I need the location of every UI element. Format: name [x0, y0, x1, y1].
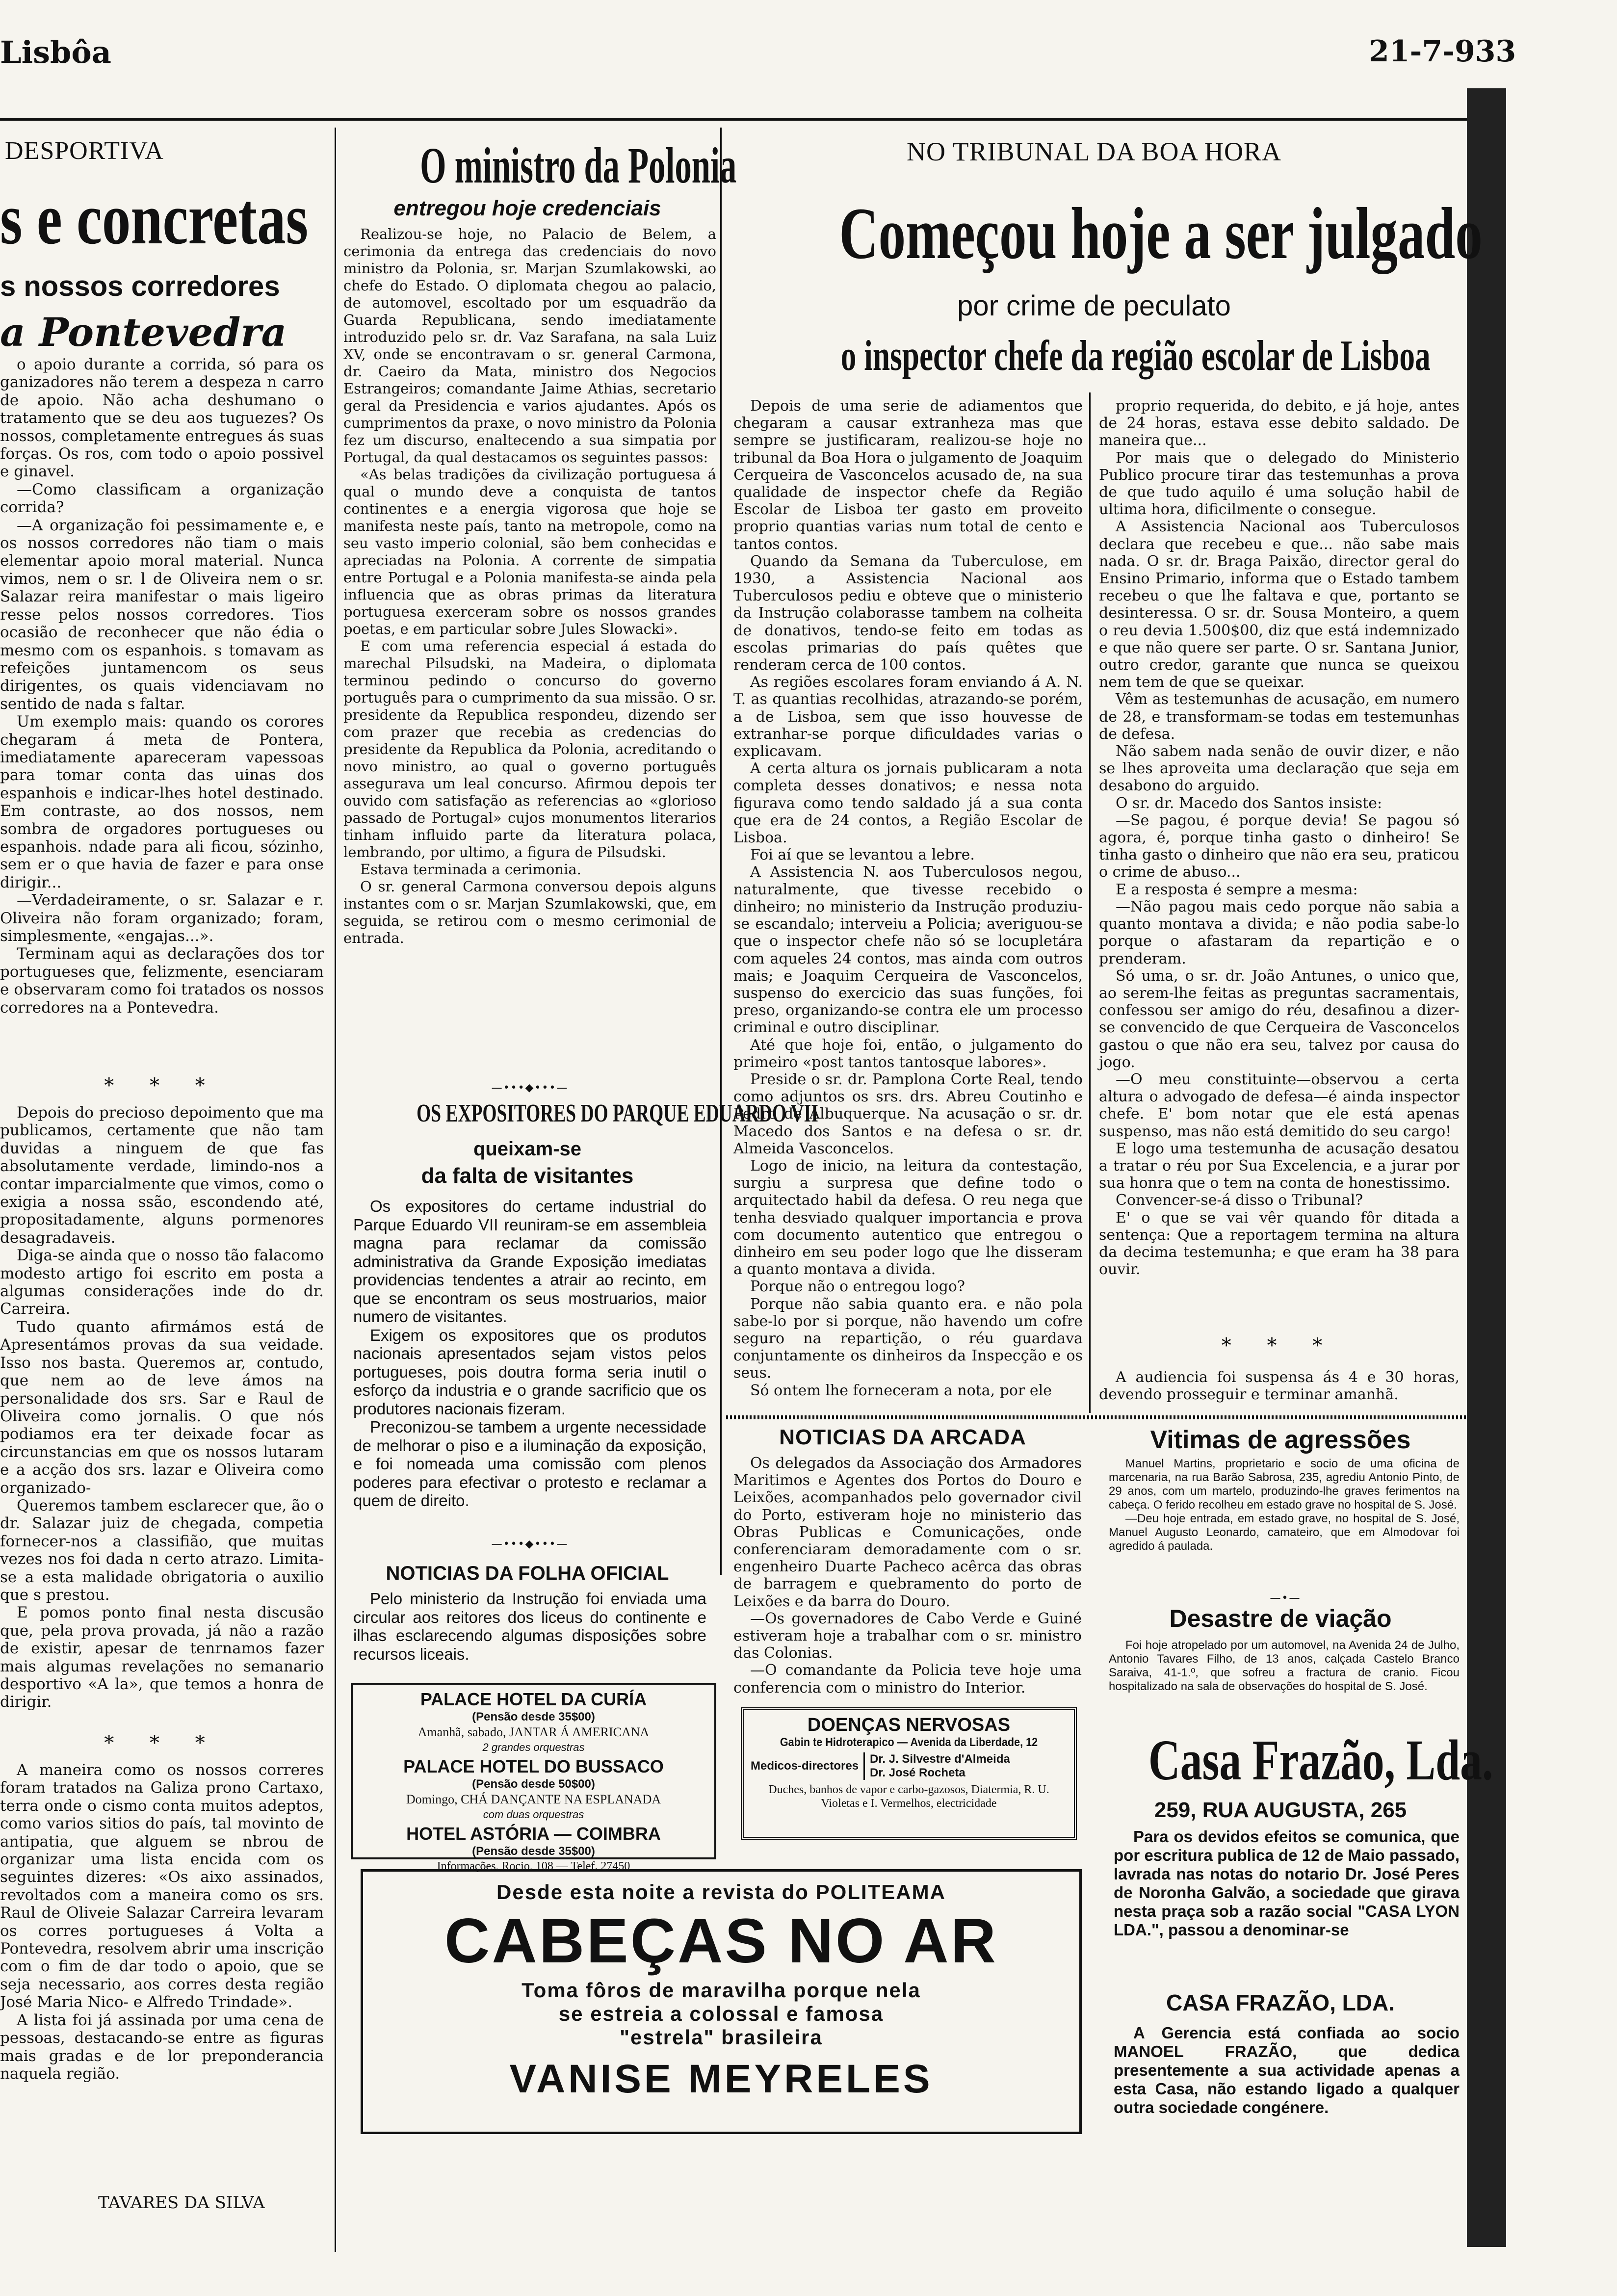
paragraph: Um exemplo mais: quando os corores chegaram á meta de Pontera, imediatamente apareceram vapessoas para tomar conta das uinas dos espanhois e indicar-lhes hotel destinado. Em contraste, ao dos nossos, nem sombra de orgadores portugueses ou espanhois. ndade para ali ficou, sózinho, sem er o que havia de fazer e para onse dirigir...: [0, 713, 324, 891]
col2-story2-subhead: queixam-se: [473, 1138, 582, 1160]
paragraph: Foi aí que se levantou a lebre.: [750, 846, 975, 864]
doencas-ad: [741, 1707, 1077, 1840]
main-col-b: [1099, 397, 1460, 1325]
col2-story2-headline: [339, 1099, 818, 1128]
paragraph: Convencer-se-á disso o Tribunal?: [1116, 1192, 1363, 1209]
hotel-event: Domingo, CHÁ DANÇANTE NA ESPLANADA: [406, 1792, 661, 1806]
col1-stars: * * *: [104, 1074, 220, 1097]
frazao-body2: A Gerencia está confiada ao socio MANOEL FRAZÃO, que dedica presentemente a sua actividade apenas a esta Casa, não estando ligado a qualquer outra sociedade congénere.: [1114, 2024, 1460, 2116]
frazao-name2: CASA FRAZÃO, LDA.: [1166, 1990, 1395, 2015]
hotel-name: PALACE HOTEL DO BUSSACO: [403, 1756, 664, 1776]
paragraph: Manuel Martins, proprietario e socio de uma oficina de marcenaria, na rua Barão Sabrosa, 235, agrediu Antonio Pinto, de 29 anos, com um martelo, produzindo-lhe graves ferimentos na cabeça. O ferido recolheu em estado grave no hospital de S. José.: [1109, 1457, 1460, 1512]
paragraph: E logo uma testemunha de acusação desatou a tratar o réu por Sua Excelencia, e a jurar por sua honra que o tem na conta de honestissimo.: [1099, 1140, 1460, 1192]
vitimas-body: [1109, 1457, 1460, 1594]
hotel-price: (Pensão desde 50$00): [472, 1777, 595, 1791]
main-subhead: por crime de peculato: [957, 290, 1231, 322]
col1-body: [0, 356, 324, 1072]
paragraph: Só ontem lhe forneceram a nota, por ele: [750, 1382, 1052, 1399]
politeama-line4: "estrela" brasileira: [620, 2026, 823, 2049]
paragraph: Só uma, o sr. dr. João Antunes, o unico que, ao serem-lhe feitas as preguntas sacramentais, confessou ser amigo do réu, desafinou a dizer-se convencido de que Cerqueira de Vasconcelos gastou o que não era seu, talvez por causa do jogo.: [1099, 967, 1460, 1071]
paragraph: Por mais que o delegado do Ministerio Publico procure tirar das testemunhas a prova de que tudo aquilo é uma solução habil de ultima hora, dificilmente o consegue.: [1099, 449, 1460, 519]
edge-strip: [1467, 88, 1506, 2247]
paragraph: A Assistencia N. aos Tuberculosos negou, naturalmente, que tivesse recebido o dinheiro; no ministerio da Instrução produziu-se escandalo; interveiu a Policia; averiguou-se que o inspector chefe não só se locupletára com aqueles 24 contos, mas ainda com outros mais; e Joaquim Cerqueira de Vasconcelos, suspenso do exercicio das suas funções, foi preso, organizando-se contra ele um processo criminal e outro disciplinar.: [733, 863, 1083, 1037]
paragraph: Porque não sabia quanto era. e não pola sabe-lo por si porque, não havendo um cofre seguro na repartição, o réu guardava conjuntamente os dinheiros da Inspecção e os seus.: [733, 1295, 1083, 1382]
paragraph: Vêm as testemunhas de acusação, em numero de 28, e transformam-se todas em testemunhas de defesa.: [1099, 691, 1460, 743]
paragraph: «As belas tradições da civilização portuguesa á qual o mundo deve a conquista de tantos continentes e a energia vigorosa que hoje se manifesta neste país, tanto na metropole, como na seu vasto imperio colonial, são bem conhecidas e apreciadas na Polonia. A corrente de simpatia entre Portugal e a Polonia manifesta-se ainda pela influencia que as obras primas da literatura portuguesa exerceram sobre os nossos grandes poetas, e em particular sobre Jules Slowacki».: [343, 466, 716, 637]
paragraph: —Como classificam a organização corrida?: [0, 480, 324, 517]
col1-stars: * * *: [104, 1732, 220, 1754]
main-subhead2: [726, 331, 1462, 381]
hotel-price: (Pensão desde 35$00): [472, 1845, 595, 1858]
col1-body2: [0, 1104, 324, 1805]
doencas-directors-list: [863, 1752, 1010, 1780]
col1-subhead: s nossos corredores: [0, 270, 280, 302]
paragraph: Porque não o entregou logo?: [750, 1278, 965, 1296]
frazao-headline-text: Casa Frazão, Lda.: [1148, 1728, 1493, 1792]
paragraph: Terminam aqui as declarações dos tor portugueses que, felizmente, esenciaram e observaram como foi tratados os nossos corredores na a Pontevedra.: [0, 945, 324, 1017]
masthead-rule: [0, 118, 1472, 121]
col2-story2-subhead2: da falta de visitantes: [421, 1164, 634, 1188]
col1-signature: TAVARES DA SILVA: [98, 2193, 265, 2213]
arcada-body: [733, 1455, 1082, 1696]
paragraph: Tudo quanto afirmámos está de Apresentámos provas da sua veidade. Isso nos basta. Queremos ar, contudo, que nem ao de leve ámos na personalidade dos srs. Sar e Raul de Oliveira como jornalis. O que nós podiamos era ter deixade focar as circunstancias em que os nossos lutaram e a acção dos srs. lazar e Oliveira como organizado-: [0, 1318, 324, 1497]
paragraph: —Verdadeiramente, o sr. Salazar e r. Oliveira não foram organizado; foram, simplesmente, «engajas...».: [0, 891, 324, 945]
masthead-date: 21-7-933: [1369, 34, 1516, 69]
doencas-directors-label: Medicos-directores: [751, 1759, 859, 1773]
paragraph: —A organização foi pessimamente e, e os nossos corredores não tiam o mais elementar apoio moral material. Nunca vimos, nem o sr. l de Oliveira nem o sr. Salazar reira manifestar o mais ligeiro resse pelos nossos corredores. Tios ocasião de reconhecer que não édia o mesmo com os espanhois. s tomavam as refeições juntamencom os seus dirigentes, os quais videnciavam no sentido de nada s faltar.: [0, 516, 324, 713]
paragraph: Preside o sr. dr. Pamplona Corte Real, tendo como adjuntos os srs. drs. Abreu Coutinho e Pedro de Albuquerque. Na acusação o sr. dr. Macedo dos Santos e na defesa o sr. dr. Almeida Vasconcelos.: [733, 1070, 1083, 1157]
hotel-event-note: 2 grandes orquestras: [482, 1741, 585, 1753]
arcada-headline: NOTICIAS DA ARCADA: [779, 1425, 1026, 1449]
main-headline: [726, 191, 1483, 276]
paragraph: —O meu constituinte—observou a certa altura o advogado de defesa—é ainda inspector chefe. E' bom notar que ele está apenas suspenso, mas não está demitido do seu cargo!: [1099, 1070, 1460, 1140]
hotel-name: PALACE HOTEL DA CURÍA: [420, 1689, 647, 1709]
paragraph: O sr. dr. Macedo dos Santos insiste:: [1116, 794, 1382, 812]
paragraph: Quando da Semana da Tuberculose, em 1930, a Assistencia Nacional aos Tuberculosos pediu e obteve que o ministerio da Instrução colaborasse tambem na colheita de donativos, tendo-se feito em todas as escolas primarias do país quêtes que renderam cerca de 100 contos.: [733, 552, 1083, 674]
doencas-directors: [751, 1752, 1067, 1780]
hotel-event-note: com duas orquestras: [483, 1808, 584, 1821]
column-separator: [335, 128, 336, 2252]
col1-subhead2: a Pontevedra: [0, 309, 287, 355]
paragraph: As regiões escolares foram enviando á A. N. T. as quantias recolhidas, atrazando-se porém, a de Lisboa, sem que isso houvesse de extranhar-se porque dificuldades varias o explicavam.: [733, 674, 1083, 760]
paragraph: O sr. general Carmona conversou depois alguns instantes com o sr. Marjan Szumlakowski, que, em seguida, se retirou com o mesmo cerimonial de entrada.: [343, 878, 716, 946]
col2-story2-headline-text: OS EXPOSITORES DO PARQUE EDUARDO VII: [417, 1099, 818, 1127]
column-separator: [1089, 392, 1091, 1413]
col2-story3-body: [353, 1590, 706, 1673]
paragraph: A audiencia foi suspensa ás 4 e 30 horas, devendo prosseguir e terminar amanhã.: [1099, 1369, 1460, 1404]
doencas-director: Dr. J. Silvestre d'Almeida: [870, 1752, 1010, 1766]
hotels-ad: [351, 1683, 716, 1873]
paragraph: Os expositores do certame industrial do Parque Eduardo VII reuniram-se em assembleia magna para reclamar da comissão administrativa da Grande Exposição imediatas providencias tendentes a atrair ao recinto, em que se encontram os seus mostruarios, maior numero de visitantes.: [353, 1197, 706, 1326]
paragraph: E a resposta é sempre a mesma:: [1116, 881, 1358, 898]
paragraph: Depois de uma serie de adiamentos que chegaram a causar extranheza mas que sempre se justificaram, realizou-se hoje no tribunal da Boa Hora o julgamento de Joaquim Cerqueira de Vasconcelos acusado de, na sua qualidade de inspector chefe da Região Escolar de Lisboa ter gasto em proveito proprio quantias varias num total de cento e tantos contos.: [733, 397, 1083, 553]
paragraph: E pomos ponto final nesta discusão que, pela prova provada, já não a razão de existir, apesar de tenrnamos fazer mais algumas revelações no semanario desportivo «A la», que temos a honra de dirigir.: [0, 1604, 324, 1711]
col2-story3-headline: NOTICIAS DA FOLHA OFICIAL: [386, 1563, 669, 1584]
paragraph: E' o que se vai vêr quando fôr ditada a sentença: Que a reportagem termina na altura da decima testemunha; e que eram ha 38 para ouvir.: [1099, 1209, 1460, 1278]
desastre-headline: Desastre de viação: [1169, 1605, 1392, 1632]
hotel-event: Amanhã, sabado, JANTAR Á AMERICANA: [417, 1725, 650, 1739]
paragraph: A certa altura os jornais publicaram a nota completa desses donativos; e nessa nota figurava como tendo saldado já a sua conta que era de 24 contos, a Região Escolar de Lisboa.: [733, 760, 1083, 847]
doencas-title: DOENÇAS NERVOSAS: [807, 1715, 1011, 1735]
paragraph: —Não pagou mais cedo porque não sabia a quanto montava a divida; e não podia sabe-lo porque o afastaram da repartição e o prenderam.: [1099, 898, 1460, 967]
paragraph: Depois do precioso depoimento que ma publicamos, certamente que não tam duvidas a ninguem de que fas absolutamente verdade, limindo-nos a contar imparcialmente que vimos, como o exigia a nossa ssão, escondendo até, propositadamente, alguns pormenores desagradaveis.: [0, 1104, 324, 1247]
col1-headline: [0, 177, 334, 261]
politeama-star: VANISE MEYRELES: [509, 2057, 933, 2101]
paragraph: Preconizou-se tambem a urgente necessidade de melhorar o piso e a iluminação da exposição, e foi nomeada uma comissão com plenos poderes para efectivar o protesto e reclamar a quem de direito.: [353, 1418, 706, 1510]
paragraph: Logo de inicio, na leitura da contestação, surgiu a surpresa que define todo o arquitectado habil da defesa. O reu nega que tenha desviado qualquer importancia e prova com documento autentico que entregou o dinheiro em seu poder logo que lhe disseram a quanto montava a divida.: [733, 1157, 1083, 1278]
politeama-line2: Toma fôros de maravilha porque nela: [522, 1979, 921, 2002]
vitimas-divider: —•—: [1270, 1592, 1301, 1604]
hotel-info: Informações, Rocio, 108 — Telef. 27450: [437, 1860, 630, 1873]
doencas-director: Dr. José Rocheta: [870, 1766, 965, 1779]
col2-divider: —•••◆•••—: [491, 1082, 569, 1094]
paragraph: proprio requerida, do debito, e já hoje, antes de 24 horas, estava esse debito saldado. De maneira que...: [1099, 397, 1460, 449]
masthead-title: Lisbôa: [0, 34, 111, 70]
politeama-line3: se estreia a colossal e famosa: [558, 2002, 884, 2025]
paragraph: Queremos tambem esclarecer que, ão o dr. Salazar juiz de chegada, competia fornecer-nos a classifião, que muitas vezes nos foi dada n certo atrazo. Limita-se a esta malidade obrigatoria o auxilio que s prestou.: [0, 1496, 324, 1604]
paragraph: —O comandante da Policia teve hoje uma conferencia com o ministro do Interior.: [733, 1662, 1082, 1696]
paragraph: Pelo ministerio da Instrução foi enviada uma circular aos reitores dos liceus do continente e ilhas esclarecendo algumas disposições sobre recursos liceais.: [353, 1590, 706, 1663]
col2-headline: [339, 136, 737, 195]
paragraph: —Os governadores de Cabo Verde e Guiné estiveram hoje a trabalhar com o sr. ministro das Colonias.: [733, 1610, 1082, 1662]
column-separator: [720, 128, 722, 1575]
paragraph: A lista foi já assinada por uma cena de pessoas, destacando-se entre as figuras mais gradas e de lor preponderancia naquela região.: [0, 2011, 324, 2083]
paragraph: Estava terminada a cerimonia.: [360, 861, 581, 878]
politeama-title: CABEÇAS NO AR: [444, 1906, 998, 1976]
paragraph: Realizou-se hoje, no Palacio de Belem, a cerimonia da entrega das credenciais do novo ministro da Polonia, sr. Marjan Szumlakowski, ao chefe do Estado. O diplomata chegou ao palacio, de automovel, escoltado por um esquadrão da Guarda Republicana, sendo imediatamente introduzido pelo sr. dr. Vaz Sarafana, na sala Luiz XV, onde se encontravam o sr. general Carmona, dr. Caeiro da Mata, ministro dos Negocios Estrangeiros; comandante Jaime Athias, secretario geral da Presidencia e varios ajudantes. Após os cumprimentos da praxe, o novo ministro da Polonia fez um discurso, enaltecendo a sua simpatia por Portugal, da qual destacamos os seguintes passos:: [343, 226, 716, 466]
paragraph: Os delegados da Associação dos Armadores Maritimos e Agentes dos Portos do Douro e Leixões, acompanhados pelo governador civil do Porto, estiveram hoje no ministerio das Obras Publicas e Comunicações, onde conferenciaram demoradamente com o sr. engenheiro Duarte Pacheco acêrca das obras de barragem e quebramento do porto de Leixões e da barra do Douro.: [733, 1455, 1082, 1610]
paragraph: E com uma referencia especial á estada do marechal Pilsudski, na Madeira, o diplomata terminou pedindo o concurso do governo português para o cumprimento da sua missão. O sr. presidente da Republica respondeu, dizendo ser com prazer que recebia as credencias do presidente da Republica da Polonia, acreditando o novo ministro, ao qual o governo português assegurava um leal concurso. Afirmou depois ter ouvido com satisfação as referencias ao «glorioso passado de Portugal» cujos monumentos literarios tinham influido parte da literatura polaca, lembrando, por ultimo, a figura de Pilsudski.: [343, 638, 716, 861]
main-kicker: NO TRIBUNAL DA BOA HORA: [906, 137, 1282, 166]
doencas-address: Gabin te Hidroterapico — Avenida da Liberdade, 12: [780, 1736, 1038, 1749]
col2-divider: —•••◆•••—: [491, 1538, 569, 1550]
paragraph: o apoio durante a corrida, só para os ganizadores não terem a despeza n carro de apoio. Não acha deshumano o tratamento que se deu aos tuguezes? Os nossos, completamente entregues ás suas forças. Os ros, com todo o apoio possivel e ginavel.: [0, 356, 324, 481]
paragraph: Exigem os expositores que os produtos nacionais apresentados sejam vistos pelos portugueses, pois doutra forma seria inutil o esforço da industria e o grande sacrificio que os produtores nacionais fizeram.: [353, 1326, 706, 1418]
paragraph: Não sabem nada senão de ouvir dizer, e não se lhes aproveita uma declaração que seja em desabono do arguido.: [1099, 743, 1460, 795]
paragraph: Diga-se ainda que o nosso tão falacomo modesto artigo foi escrito em posta a algumas considerações inde do dr. Carreira.: [0, 1247, 324, 1318]
frazao-headline: [1094, 1727, 1493, 1794]
paragraph: A Assistencia Nacional aos Tuberculosos declara que recebeu e que... não sabe mais nada. O sr. dr. Braga Paixão, director geral do Ensino Primario, informa que o Estado tambem recebeu o que lhe faltava e que, portanto se desinteressa. O sr. dr. Sousa Monteiro, a quem o reu devia 1.500$00, diz que está indemnizado e que não quere ser parte. O sr. Santana Junior, outro credor, garante que nunca se queixou nem tem de que se queixar.: [1099, 518, 1460, 691]
doencas-services: Duches, banhos de vapor e carbo-gazosos, Diatermia, R. U. Violetas e I. Vermelhos, electricidade: [768, 1783, 1049, 1810]
main-stars: * * *: [1221, 1334, 1337, 1357]
hotel-price: (Pensão desde 35$00): [472, 1710, 595, 1723]
col1-kicker: DESPORTIVA: [5, 137, 164, 165]
hotel-name: HOTEL ASTÓRIA — COIMBRA: [406, 1824, 661, 1844]
politeama-ad: [361, 1869, 1082, 2134]
paragraph: —Deu hoje entrada, em estado grave, no hospital de S. José, Manuel Augusto Leonardo, camateiro, que em Almodovar foi agredido á paulada.: [1109, 1512, 1460, 1553]
main-closing: [1099, 1369, 1460, 1408]
col2-body: [343, 226, 716, 1074]
main-subhead2-text: o inspector chefe da região escolar de Lisboa: [840, 332, 1431, 380]
paragraph: Foi hoje atropelado por um automovel, na Avenida 24 de Julho, Antonio Tavares Filho, de 13 anos, calçada Castelo Branco Saraiva, 41-1.º, que sofreu a fractura de cranio. Ficou hospitalizado na sala de observações do hospital de S. José.: [1109, 1639, 1460, 1693]
col1-headline-text: s e concretas: [0, 178, 309, 260]
col2-headline-text: O ministro da Polonia: [420, 137, 737, 194]
col2-story2-body: [353, 1197, 706, 1531]
col1-body3: [0, 1761, 324, 2188]
main-bottom-rule: [726, 1415, 1467, 1419]
main-headline-text: Começou hoje a ser julgado: [839, 193, 1483, 274]
vitimas-headline: Vitimas de agressões: [1150, 1426, 1411, 1454]
paragraph: A maneira como os nossos correres foram tratados na Galiza prono Cartaxo, terra onde o cismo conta muitos adeptos, como varios sitios do país, tal movinto de antipatia, que alguem se nbrou de organizar uma lista encida com os seguintes dizeres: «Os aixo assinados, revoltados com a maneira como os srs. Raul de Oliveie Salazar Carreira levaram os corres portugueses á Volta a Pontevedra, resolvem abrir uma inscrição com o fim de dar todo o apoio, que se seja necessario, aos corres desta região José Maria Nico- e Alfredo Trindade».: [0, 1761, 324, 2011]
col2-subhead: entregou hoje credenciais: [393, 196, 661, 220]
paragraph: Até que hoje foi, então, o julgamento do primeiro «post tantos tantosque labores».: [733, 1036, 1083, 1071]
frazao-address: 259, RUA AUGUSTA, 265: [1154, 1798, 1407, 1822]
frazao-body1: Para os devidos efeitos se comunica, que por escritura publica de 12 de Maio passado, lavrada nas notas do notario Dr. José Peres de Noronha Galvão, a sociedade que girava nesta praça sob a razão social "CASA LYON LDA.", passou a denominar-se: [1114, 1827, 1460, 1939]
desastre-body: [1109, 1639, 1460, 1717]
politeama-line1: Desde esta noite a revista do POLITEAMA: [496, 1880, 946, 1904]
paragraph: —Se pagou, é porque devia! Se pagou só agora, é, porque tinha gasto o dinheiro! Se tinha gasto o dinheiro que não era seu, praticou o crime de abuso...: [1099, 811, 1460, 881]
main-col-a: [733, 397, 1083, 1403]
